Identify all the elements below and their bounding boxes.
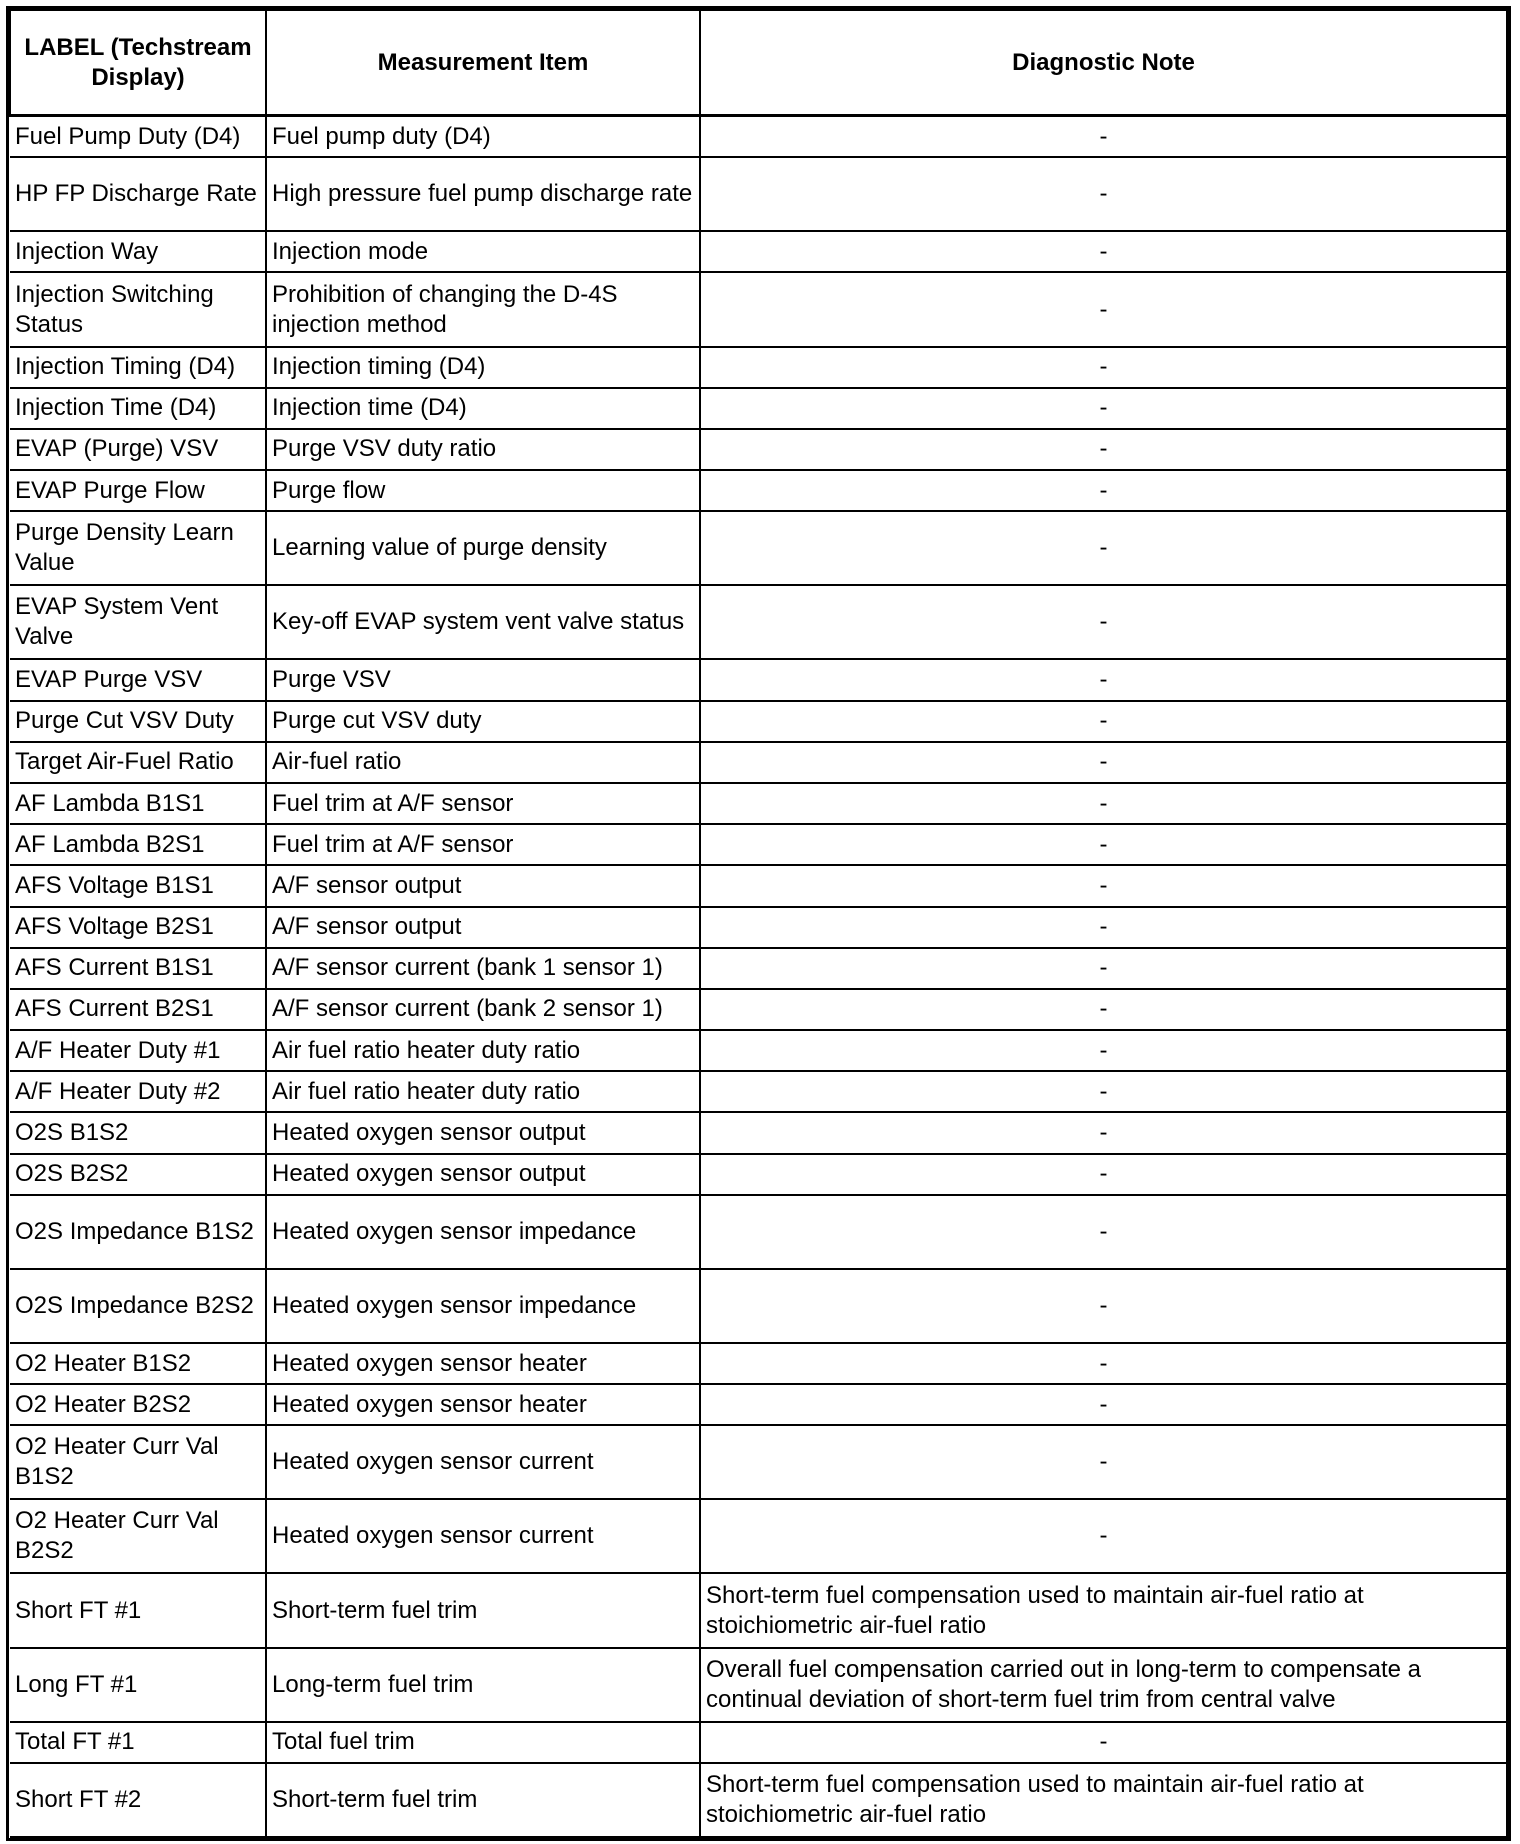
measurement-item-cell: Heated oxygen sensor impedance — [266, 1269, 700, 1343]
measurement-item-cell: Air fuel ratio heater duty ratio — [266, 1030, 700, 1071]
table-row — [10, 429, 1507, 470]
measurement-item-cell: A/F sensor current (bank 1 sensor 1) — [266, 948, 700, 989]
table-row — [10, 659, 1507, 700]
diagnostic-note-cell: - — [700, 824, 1507, 865]
diagnostic-note-cell: - — [700, 1071, 1507, 1112]
table-row — [10, 1573, 1507, 1647]
table-row — [10, 824, 1507, 865]
table-row — [10, 783, 1507, 824]
label-cell: O2S Impedance B1S2 — [10, 1195, 266, 1269]
label-cell: AFS Voltage B2S1 — [10, 907, 266, 948]
measurement-item-cell: Long-term fuel trim — [266, 1648, 700, 1722]
label-cell: O2 Heater B1S2 — [10, 1343, 266, 1384]
table-row — [10, 1343, 1507, 1384]
measurement-item-cell: Heated oxygen sensor impedance — [266, 1195, 700, 1269]
table-row — [10, 157, 1507, 231]
label-cell: Fuel Pump Duty (D4) — [10, 116, 266, 158]
diagnostic-note-cell: - — [700, 511, 1507, 585]
measurement-item-cell: Purge flow — [266, 470, 700, 511]
label-cell: Purge Density Learn Value — [10, 511, 266, 585]
header-measurement-item: Measurement Item — [266, 10, 700, 116]
label-cell: A/F Heater Duty #1 — [10, 1030, 266, 1071]
label-cell: O2S Impedance B2S2 — [10, 1269, 266, 1343]
measurement-item-cell: Purge cut VSV duty — [266, 701, 700, 742]
table-row — [10, 1112, 1507, 1153]
measurement-item-cell: Air-fuel ratio — [266, 742, 700, 783]
measurement-item-cell: Injection time (D4) — [266, 388, 700, 429]
measurement-item-cell: A/F sensor current (bank 2 sensor 1) — [266, 989, 700, 1030]
measurement-item-cell: High pressure fuel pump discharge rate — [266, 157, 700, 231]
measurement-item-cell: Injection mode — [266, 231, 700, 272]
label-cell: HP FP Discharge Rate — [10, 157, 266, 231]
table-row — [10, 1030, 1507, 1071]
measurement-item-cell: Fuel trim at A/F sensor — [266, 783, 700, 824]
table-row — [10, 1648, 1507, 1722]
diagnostic-note-cell: Short-term fuel compensation used to maintain air-fuel ratio at stoichiometric air-fuel ratio — [700, 1573, 1507, 1647]
table-row — [10, 470, 1507, 511]
table-row — [10, 1384, 1507, 1425]
measurement-item-cell: Key-off EVAP system vent valve status — [266, 585, 700, 659]
header-label: LABEL (Techstream Display) — [10, 10, 266, 116]
diagnostic-note-cell: - — [700, 1030, 1507, 1071]
table-row — [10, 907, 1507, 948]
diagnostic-note-cell: - — [700, 989, 1507, 1030]
table-row — [10, 1154, 1507, 1195]
label-cell: O2S B2S2 — [10, 1154, 266, 1195]
table-row — [10, 1722, 1507, 1763]
diagnostic-note-cell: - — [700, 865, 1507, 906]
measurement-item-cell: Fuel trim at A/F sensor — [266, 824, 700, 865]
diagnostic-note-cell: - — [700, 585, 1507, 659]
label-cell: Purge Cut VSV Duty — [10, 701, 266, 742]
measurement-item-cell: Heated oxygen sensor heater — [266, 1343, 700, 1384]
table-row — [10, 1763, 1507, 1837]
table-row — [10, 989, 1507, 1030]
diagnostic-note-cell: - — [700, 948, 1507, 989]
diagnostic-note-cell: Overall fuel compensation carried out in long-term to compensate a continual deviation of short-term fuel trim from central valve — [700, 1648, 1507, 1722]
label-cell: AFS Current B2S1 — [10, 989, 266, 1030]
label-cell: Injection Time (D4) — [10, 388, 266, 429]
label-cell: Target Air-Fuel Ratio — [10, 742, 266, 783]
label-cell: Injection Timing (D4) — [10, 347, 266, 388]
diagnostic-note-cell: - — [700, 1343, 1507, 1384]
diagnostic-note-cell: - — [700, 1269, 1507, 1343]
table-row — [10, 585, 1507, 659]
label-cell: O2 Heater B2S2 — [10, 1384, 266, 1425]
table-row — [10, 231, 1507, 272]
table-row — [10, 388, 1507, 429]
table-row — [10, 1425, 1507, 1499]
label-cell: EVAP Purge VSV — [10, 659, 266, 700]
label-cell: Injection Way — [10, 231, 266, 272]
measurement-item-cell: Short-term fuel trim — [266, 1573, 700, 1647]
diagnostic-note-cell: - — [700, 659, 1507, 700]
diagnostic-note-cell: - — [700, 1499, 1507, 1573]
table-row — [10, 116, 1507, 158]
diagnostic-note-cell: - — [700, 347, 1507, 388]
diagnostic-note-cell: - — [700, 388, 1507, 429]
measurement-item-cell: Heated oxygen sensor heater — [266, 1384, 700, 1425]
label-cell: Short FT #1 — [10, 1573, 266, 1647]
diagnostic-note-cell: - — [700, 231, 1507, 272]
measurement-item-cell: Heated oxygen sensor output — [266, 1154, 700, 1195]
diagnostic-note-cell: - — [700, 429, 1507, 470]
measurement-item-cell: Air fuel ratio heater duty ratio — [266, 1071, 700, 1112]
table-row — [10, 1269, 1507, 1343]
label-cell: EVAP Purge Flow — [10, 470, 266, 511]
measurement-item-cell: Short-term fuel trim — [266, 1763, 700, 1837]
measurement-item-cell: Learning value of purge density — [266, 511, 700, 585]
label-cell: A/F Heater Duty #2 — [10, 1071, 266, 1112]
table-row — [10, 948, 1507, 989]
label-cell: AF Lambda B2S1 — [10, 824, 266, 865]
label-cell: Short FT #2 — [10, 1763, 266, 1837]
label-cell: O2 Heater Curr Val B1S2 — [10, 1425, 266, 1499]
measurement-item-cell: Fuel pump duty (D4) — [266, 116, 700, 158]
data-list-sheet — [6, 6, 1511, 1841]
measurement-item-cell: Heated oxygen sensor current — [266, 1425, 700, 1499]
label-cell: AF Lambda B1S1 — [10, 783, 266, 824]
measurement-item-cell: Heated oxygen sensor current — [266, 1499, 700, 1573]
diagnostic-note-cell: Short-term fuel compensation used to maintain air-fuel ratio at stoichiometric air-fuel ratio — [700, 1763, 1507, 1837]
measurement-item-cell: Prohibition of changing the D-4S injection method — [266, 272, 700, 346]
label-cell: AFS Voltage B1S1 — [10, 865, 266, 906]
table-row — [10, 347, 1507, 388]
table-row — [10, 865, 1507, 906]
measurement-item-cell: Purge VSV — [266, 659, 700, 700]
label-cell: Long FT #1 — [10, 1648, 266, 1722]
diagnostic-note-cell: - — [700, 157, 1507, 231]
measurement-item-cell: Total fuel trim — [266, 1722, 700, 1763]
diagnostic-note-cell: - — [700, 272, 1507, 346]
table-row — [10, 1071, 1507, 1112]
table-row — [10, 272, 1507, 346]
table-body — [10, 116, 1507, 1838]
measurement-item-cell: A/F sensor output — [266, 865, 700, 906]
diagnostic-note-cell: - — [700, 116, 1507, 158]
measurement-item-cell: Injection timing (D4) — [266, 347, 700, 388]
label-cell: Injection Switching Status — [10, 272, 266, 346]
measurement-item-cell: Purge VSV duty ratio — [266, 429, 700, 470]
label-cell: O2 Heater Curr Val B2S2 — [10, 1499, 266, 1573]
label-cell: Total FT #1 — [10, 1722, 266, 1763]
table-row — [10, 742, 1507, 783]
label-cell: AFS Current B1S1 — [10, 948, 266, 989]
diagnostic-note-cell: - — [700, 701, 1507, 742]
table-row — [10, 701, 1507, 742]
diagnostic-note-cell: - — [700, 907, 1507, 948]
label-cell: EVAP (Purge) VSV — [10, 429, 266, 470]
diagnostic-note-cell: - — [700, 1195, 1507, 1269]
diagnostic-note-cell: - — [700, 742, 1507, 783]
data-list-table — [9, 9, 1508, 1838]
label-cell: EVAP System Vent Valve — [10, 585, 266, 659]
diagnostic-note-cell: - — [700, 470, 1507, 511]
diagnostic-note-cell: - — [700, 1425, 1507, 1499]
table-row — [10, 511, 1507, 585]
header-diagnostic-note: Diagnostic Note — [700, 10, 1507, 116]
diagnostic-note-cell: - — [700, 1384, 1507, 1425]
measurement-item-cell: A/F sensor output — [266, 907, 700, 948]
header-row — [10, 10, 1507, 116]
measurement-item-cell: Heated oxygen sensor output — [266, 1112, 700, 1153]
diagnostic-note-cell: - — [700, 1154, 1507, 1195]
label-cell: O2S B1S2 — [10, 1112, 266, 1153]
diagnostic-note-cell: - — [700, 1112, 1507, 1153]
table-row — [10, 1195, 1507, 1269]
table-row — [10, 1499, 1507, 1573]
diagnostic-note-cell: - — [700, 783, 1507, 824]
diagnostic-note-cell: - — [700, 1722, 1507, 1763]
